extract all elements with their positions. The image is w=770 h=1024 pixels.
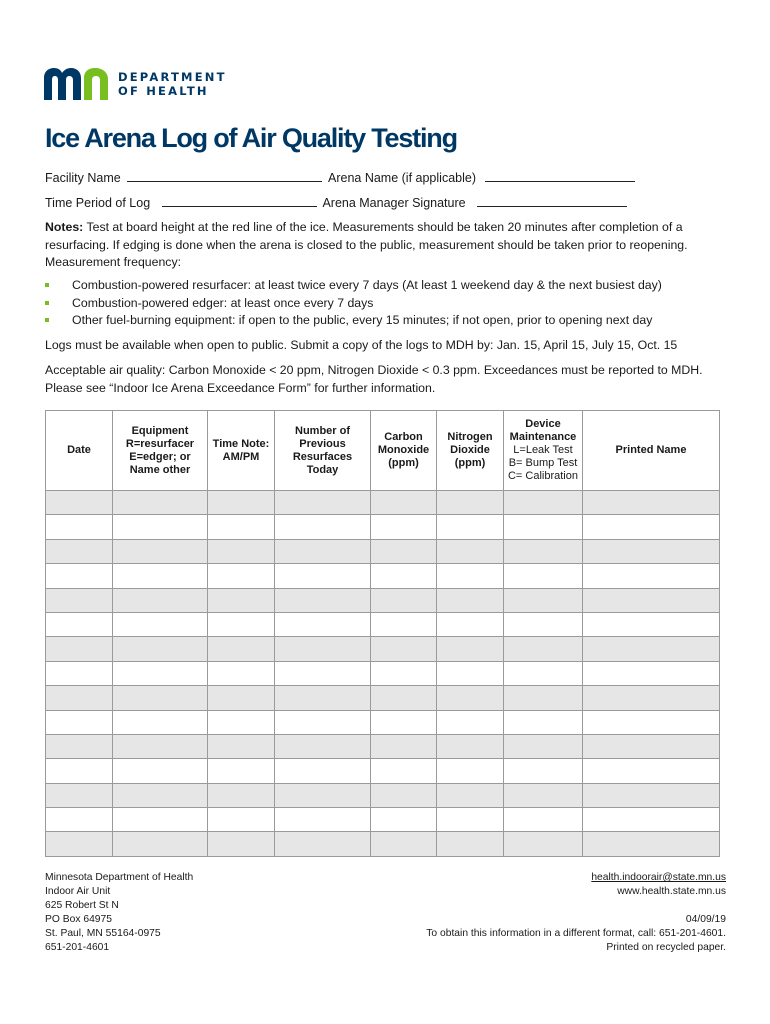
footer-org: Minnesota Department of Health <box>45 872 194 883</box>
cell-equipment[interactable] <box>113 808 208 832</box>
cell-equipment[interactable] <box>113 710 208 734</box>
header-printed-name: Printed Name <box>583 411 720 491</box>
cell-equipment[interactable] <box>113 661 208 685</box>
cell-carbon-monoxide[interactable] <box>371 759 437 783</box>
list-item <box>45 295 662 313</box>
cell-device-maintenance[interactable] <box>504 710 583 734</box>
cell-time[interactable] <box>208 783 275 807</box>
cell-resurfaces[interactable] <box>275 612 371 636</box>
cell-carbon-monoxide[interactable] <box>371 564 437 588</box>
cell-nitrogen-dioxide[interactable] <box>437 539 504 563</box>
cell-resurfaces[interactable] <box>275 588 371 612</box>
manager-signature-field[interactable] <box>477 194 627 207</box>
table-header-row <box>46 411 720 491</box>
cell-equipment[interactable] <box>113 686 208 710</box>
table-row <box>46 759 720 783</box>
cell-time[interactable] <box>208 759 275 783</box>
cell-date[interactable] <box>46 710 113 734</box>
mn-logo-icon <box>44 68 108 100</box>
cell-carbon-monoxide[interactable] <box>371 612 437 636</box>
cell-date[interactable] <box>46 637 113 661</box>
cell-carbon-monoxide[interactable] <box>371 491 437 515</box>
cell-time[interactable] <box>208 588 275 612</box>
notes-text: Test at board height at the red line of the ice. Measurements should be taken 20 minutes after completion of a resurfacing. If edging is done when the arena is closed to the public, measurement should be taken prior to reopening. Measurement frequency: <box>45 220 688 269</box>
cell-date[interactable] <box>46 612 113 636</box>
cell-printed-name[interactable] <box>583 491 720 515</box>
bullet-icon <box>45 283 49 287</box>
cell-nitrogen-dioxide[interactable] <box>437 710 504 734</box>
cell-time[interactable] <box>208 808 275 832</box>
cell-device-maintenance[interactable] <box>504 515 583 539</box>
cell-time[interactable] <box>208 491 275 515</box>
logs-paragraph: Logs must be available when open to public. Submit a copy of the logs to MDH by: Jan. 15, April 15, July 15, Oct. 15 <box>45 338 678 352</box>
list-item <box>45 277 662 295</box>
cell-equipment[interactable] <box>113 734 208 758</box>
cell-equipment[interactable] <box>113 832 208 856</box>
header-equipment: Equipment R=resurfacer E=edger; or Name other <box>113 411 208 491</box>
facility-name-label: Facility Name <box>45 171 121 185</box>
cell-resurfaces[interactable] <box>275 661 371 685</box>
cell-date[interactable] <box>46 832 113 856</box>
frequency-text: Other fuel-burning equipment: if open to the public, every 15 minutes; if not open, prior to opening next day <box>72 313 653 327</box>
field-row-1 <box>45 169 638 185</box>
cell-time[interactable] <box>208 734 275 758</box>
header-date: Date <box>46 411 113 491</box>
cell-resurfaces[interactable] <box>275 783 371 807</box>
cell-carbon-monoxide[interactable] <box>371 808 437 832</box>
logo-wordmark <box>118 70 227 98</box>
cell-nitrogen-dioxide[interactable] <box>437 759 504 783</box>
cell-date[interactable] <box>46 686 113 710</box>
cell-device-maintenance[interactable] <box>504 637 583 661</box>
cell-device-maintenance[interactable] <box>504 734 583 758</box>
log-table <box>45 410 720 857</box>
mdh-logo <box>44 66 227 102</box>
notes-label: Notes: <box>45 220 84 234</box>
cell-nitrogen-dioxide[interactable] <box>437 612 504 636</box>
cell-printed-name[interactable] <box>583 564 720 588</box>
footer-contact <box>426 871 726 955</box>
cell-nitrogen-dioxide[interactable] <box>437 515 504 539</box>
cell-nitrogen-dioxide[interactable] <box>437 808 504 832</box>
header-time: Time Note: AM/PM <box>208 411 275 491</box>
cell-printed-name[interactable] <box>583 759 720 783</box>
cell-date[interactable] <box>46 588 113 612</box>
cell-nitrogen-dioxide[interactable] <box>437 832 504 856</box>
cell-printed-name[interactable] <box>583 832 720 856</box>
list-item <box>45 312 662 330</box>
cell-device-maintenance[interactable] <box>504 564 583 588</box>
cell-device-maintenance[interactable] <box>504 686 583 710</box>
footer-pobox: PO Box 64975 <box>45 914 112 925</box>
cell-equipment[interactable] <box>113 588 208 612</box>
cell-resurfaces[interactable] <box>275 710 371 734</box>
cell-nitrogen-dioxide[interactable] <box>437 491 504 515</box>
time-period-label: Time Period of Log <box>45 196 151 210</box>
cell-printed-name[interactable] <box>583 661 720 685</box>
cell-equipment[interactable] <box>113 637 208 661</box>
cell-date[interactable] <box>46 564 113 588</box>
cell-date[interactable] <box>46 808 113 832</box>
cell-carbon-monoxide[interactable] <box>371 661 437 685</box>
frequency-list <box>45 277 662 330</box>
cell-printed-name[interactable] <box>583 686 720 710</box>
table-row <box>46 661 720 685</box>
cell-time[interactable] <box>208 539 275 563</box>
table-row <box>46 783 720 807</box>
frequency-text: Combustion-powered resurfacer: at least twice every 7 days (At least 1 weekend day & the next busiest day) <box>72 278 662 292</box>
manager-signature-label: Arena Manager Signature <box>322 196 466 210</box>
cell-time[interactable] <box>208 515 275 539</box>
page-title: Ice Arena Log of Air Quality Testing <box>45 123 457 153</box>
cell-printed-name[interactable] <box>583 710 720 734</box>
cell-printed-name[interactable] <box>583 539 720 563</box>
cell-date[interactable] <box>46 539 113 563</box>
footer-city: St. Paul, MN 55164-0975 <box>45 928 161 939</box>
notes-paragraph <box>45 219 727 272</box>
cell-device-maintenance[interactable] <box>504 832 583 856</box>
cell-device-maintenance[interactable] <box>504 612 583 636</box>
cell-printed-name[interactable] <box>583 637 720 661</box>
cell-printed-name[interactable] <box>583 612 720 636</box>
cell-equipment[interactable] <box>113 759 208 783</box>
cell-carbon-monoxide[interactable] <box>371 588 437 612</box>
cell-nitrogen-dioxide[interactable] <box>437 637 504 661</box>
cell-nitrogen-dioxide[interactable] <box>437 686 504 710</box>
cell-date[interactable] <box>46 734 113 758</box>
cell-printed-name[interactable] <box>583 588 720 612</box>
cell-device-maintenance[interactable] <box>504 588 583 612</box>
table-row <box>46 710 720 734</box>
logo-line-2: OF HEALTH <box>118 84 209 98</box>
table-row <box>46 686 720 710</box>
cell-carbon-monoxide[interactable] <box>371 637 437 661</box>
cell-resurfaces[interactable] <box>275 637 371 661</box>
table-row <box>46 588 720 612</box>
cell-device-maintenance[interactable] <box>504 759 583 783</box>
cell-time[interactable] <box>208 686 275 710</box>
cell-nitrogen-dioxide[interactable] <box>437 588 504 612</box>
cell-equipment[interactable] <box>113 515 208 539</box>
cell-printed-name[interactable] <box>583 734 720 758</box>
table-row <box>46 491 720 515</box>
cell-resurfaces[interactable] <box>275 808 371 832</box>
cell-date[interactable] <box>46 783 113 807</box>
cell-resurfaces[interactable] <box>275 539 371 563</box>
facility-name-field[interactable] <box>127 169 322 182</box>
bullet-icon <box>45 301 49 305</box>
logo-line-1: DEPARTMENT <box>118 70 227 84</box>
cell-device-maintenance[interactable] <box>504 661 583 685</box>
footer-unit: Indoor Air Unit <box>45 886 111 897</box>
cell-device-maintenance[interactable] <box>504 808 583 832</box>
cell-equipment[interactable] <box>113 564 208 588</box>
cell-time[interactable] <box>208 710 275 734</box>
cell-date[interactable] <box>46 759 113 783</box>
cell-equipment[interactable] <box>113 539 208 563</box>
cell-nitrogen-dioxide[interactable] <box>437 661 504 685</box>
cell-equipment[interactable] <box>113 612 208 636</box>
acceptable-paragraph: Acceptable air quality: Carbon Monoxide < 20 ppm, Nitrogen Dioxide < 0.3 ppm. Exceedances must be reported to MDH. Please see “Indoor Ice Arena Exceedance Form” for further information. <box>45 363 703 395</box>
cell-resurfaces[interactable] <box>275 491 371 515</box>
time-period-field[interactable] <box>162 194 317 207</box>
format-note: To obtain this information in a different format, call: 651-201-4601. <box>426 928 726 939</box>
cell-equipment[interactable] <box>113 491 208 515</box>
table-row <box>46 564 720 588</box>
header-device-maintenance: Device Maintenance L=Leak Test B= Bump Test C= Calibration <box>504 411 583 491</box>
footer-address <box>45 871 193 955</box>
cell-time[interactable] <box>208 661 275 685</box>
cell-resurfaces[interactable] <box>275 759 371 783</box>
cell-resurfaces[interactable] <box>275 515 371 539</box>
cell-carbon-monoxide[interactable] <box>371 515 437 539</box>
footer-street: 625 Robert St N <box>45 900 119 911</box>
revision-date: 04/09/19 <box>685 914 726 925</box>
table-row <box>46 637 720 661</box>
cell-device-maintenance[interactable] <box>504 783 583 807</box>
cell-equipment[interactable] <box>113 783 208 807</box>
cell-carbon-monoxide[interactable] <box>371 832 437 856</box>
cell-date[interactable] <box>46 661 113 685</box>
cell-time[interactable] <box>208 832 275 856</box>
cell-printed-name[interactable] <box>583 783 720 807</box>
website-link[interactable]: www.health.state.mn.us <box>617 886 726 897</box>
header-resurfaces: Number of Previous Resurfaces Today <box>275 411 371 491</box>
table-row <box>46 734 720 758</box>
cell-nitrogen-dioxide[interactable] <box>437 783 504 807</box>
cell-resurfaces[interactable] <box>275 734 371 758</box>
cell-printed-name[interactable] <box>583 515 720 539</box>
cell-resurfaces[interactable] <box>275 686 371 710</box>
frequency-text: Combustion-powered edger: at least once every 7 days <box>72 295 374 310</box>
bullet-icon <box>45 318 49 322</box>
cell-printed-name[interactable] <box>583 808 720 832</box>
header-nitrogen-dioxide: Nitrogen Dioxide (ppm) <box>437 411 504 491</box>
cell-resurfaces[interactable] <box>275 832 371 856</box>
table-row <box>46 808 720 832</box>
table-row <box>46 832 720 856</box>
email-link[interactable]: health.indoorair@state.mn.us <box>591 872 726 883</box>
cell-date[interactable] <box>46 515 113 539</box>
cell-carbon-monoxide[interactable] <box>371 686 437 710</box>
field-row-2 <box>45 194 630 210</box>
cell-nitrogen-dioxide[interactable] <box>437 734 504 758</box>
cell-time[interactable] <box>208 564 275 588</box>
cell-device-maintenance[interactable] <box>504 539 583 563</box>
cell-nitrogen-dioxide[interactable] <box>437 564 504 588</box>
cell-time[interactable] <box>208 612 275 636</box>
cell-carbon-monoxide[interactable] <box>371 710 437 734</box>
footer-phone: 651-201-4601 <box>45 942 110 953</box>
arena-name-label: Arena Name (if applicable) <box>328 171 476 185</box>
cell-resurfaces[interactable] <box>275 564 371 588</box>
arena-name-field[interactable] <box>485 169 635 182</box>
header-carbon-monoxide: Carbon Monoxide (ppm) <box>371 411 437 491</box>
cell-carbon-monoxide[interactable] <box>371 539 437 563</box>
cell-device-maintenance[interactable] <box>504 491 583 515</box>
recycled-note: Printed on recycled paper. <box>606 942 726 953</box>
cell-date[interactable] <box>46 491 113 515</box>
table-row <box>46 539 720 563</box>
table-row <box>46 515 720 539</box>
cell-carbon-monoxide[interactable] <box>371 734 437 758</box>
table-row <box>46 612 720 636</box>
cell-time[interactable] <box>208 637 275 661</box>
cell-carbon-monoxide[interactable] <box>371 783 437 807</box>
